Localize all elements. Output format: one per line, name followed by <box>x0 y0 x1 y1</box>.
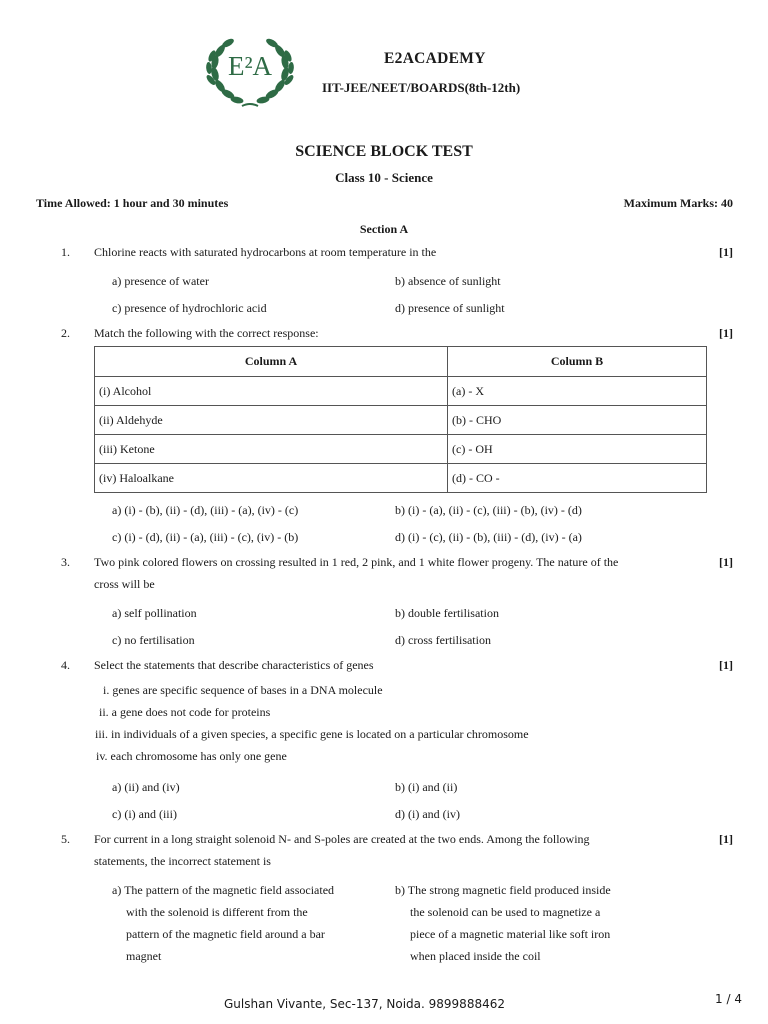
question-text-line-2: statements, the incorrect statement is <box>94 854 271 868</box>
option-c: c) presence of hydrochloric acid <box>112 301 267 315</box>
question-text-line-1: For current in a long straight solenoid N- and S-poles are created at the two ends. Among the following <box>94 832 590 846</box>
academy-tagline: IIT-JEE/NEET/BOARDS(8th-12th) <box>322 80 521 95</box>
test-class: Class 10 - Science <box>335 170 433 185</box>
option-a-line: a) The pattern of the magnetic field associated <box>112 883 335 897</box>
question-text-line-1: Two pink colored flowers on crossing resulted in 1 red, 2 pink, and 1 white flower progeny. The nature of the <box>94 555 619 569</box>
table-cell: (b) - CHO <box>452 412 502 427</box>
test-title: SCIENCE BLOCK TEST <box>295 143 473 160</box>
option-b: b) (i) and (ii) <box>395 780 458 794</box>
option-c: c) no fertilisation <box>112 633 195 647</box>
option-c: c) (i) - (d), (ii) - (a), (iii) - (c), (iv) - (b) <box>112 530 299 544</box>
option-a: a) self pollination <box>112 606 197 620</box>
question-number: 1. <box>61 245 70 259</box>
table-row <box>95 434 706 463</box>
match-table <box>94 346 707 493</box>
table-row <box>95 463 706 492</box>
question-marks: [1] <box>719 832 733 846</box>
option-b: b) absence of sunlight <box>395 274 501 288</box>
question-number: 4. <box>61 658 70 672</box>
question-marks: [1] <box>719 245 733 259</box>
option-b-line: piece of a magnetic material like soft iron <box>410 927 611 941</box>
option-d: d) (i) - (c), (ii) - (b), (iii) - (d), (iv) - (a) <box>395 530 582 544</box>
table-cell: (ii) Aldehyde <box>95 406 448 434</box>
statement-item: iv. each chromosome has only one gene <box>96 749 287 763</box>
page-number: 1 / 4 <box>715 992 742 1006</box>
question-text-line-2: cross will be <box>94 577 155 591</box>
table-header-row <box>95 347 706 376</box>
statement-item: iii. in individuals of a given species, a specific gene is located on a particular chromosome <box>95 727 529 741</box>
time-allowed: Time Allowed: 1 hour and 30 minutes <box>36 196 229 210</box>
option-a: a) presence of water <box>112 274 209 288</box>
option-a: a) (ii) and (iv) <box>112 780 180 794</box>
question-marks: [1] <box>719 326 733 340</box>
table-row <box>95 405 706 434</box>
maximum-marks: Maximum Marks: 40 <box>623 196 733 210</box>
option-b: b) double fertilisation <box>395 606 499 620</box>
question-number: 5. <box>61 832 70 846</box>
question-text: Match the following with the correct response: <box>94 326 319 340</box>
table-cell: (iii) Ketone <box>95 435 448 463</box>
table-cell: (iv) Haloalkane <box>95 464 448 492</box>
question-text: Chlorine reacts with saturated hydrocarbons at room temperature in the <box>94 245 437 259</box>
option-a: a) (i) - (b), (ii) - (d), (iii) - (a), (iv) - (c) <box>112 503 299 517</box>
question-marks: [1] <box>719 555 733 569</box>
table-header-cell: Column A <box>95 347 448 376</box>
table-header-cell: Column B <box>550 354 604 368</box>
question-marks: [1] <box>719 658 733 672</box>
option-d: d) (i) and (iv) <box>395 807 460 821</box>
table-cell: (a) - X <box>452 383 484 398</box>
option-a-line: pattern of the magnetic field around a bar <box>126 927 325 941</box>
option-c: c) (i) and (iii) <box>112 807 177 821</box>
table-cell: (c) - OH <box>452 441 493 456</box>
academy-logo <box>206 32 294 112</box>
table-cell: (i) Alcohol <box>95 377 448 405</box>
table-cell: (d) - CO - <box>452 470 500 485</box>
question-number: 3. <box>61 555 70 569</box>
option-a-line: with the solenoid is different from the <box>126 905 308 919</box>
footer-address: Gulshan Vivante, Sec-137, Noida. 9899888462 <box>224 997 505 1011</box>
option-b-line: when placed inside the coil <box>410 949 541 963</box>
statement-item: i. genes are specific sequence of bases in a DNA molecule <box>103 683 383 697</box>
option-a-line: magnet <box>126 949 162 963</box>
option-d: d) cross fertilisation <box>395 633 491 647</box>
section-heading: Section A <box>359 222 409 236</box>
option-b: b) (i) - (a), (ii) - (c), (iii) - (b), (iv) - (d) <box>395 503 582 517</box>
table-row <box>95 376 706 405</box>
option-b-line: b) The strong magnetic field produced inside <box>395 883 611 897</box>
logo-text: E²A <box>227 51 273 81</box>
option-d: d) presence of sunlight <box>395 301 505 315</box>
option-b-line: the solenoid can be used to magnetize a <box>410 905 601 919</box>
statement-item: ii. a gene does not code for proteins <box>99 705 271 719</box>
academy-name: E2ACADEMY <box>384 50 486 67</box>
question-text: Select the statements that describe characteristics of genes <box>94 658 374 672</box>
question-number: 2. <box>61 326 70 340</box>
